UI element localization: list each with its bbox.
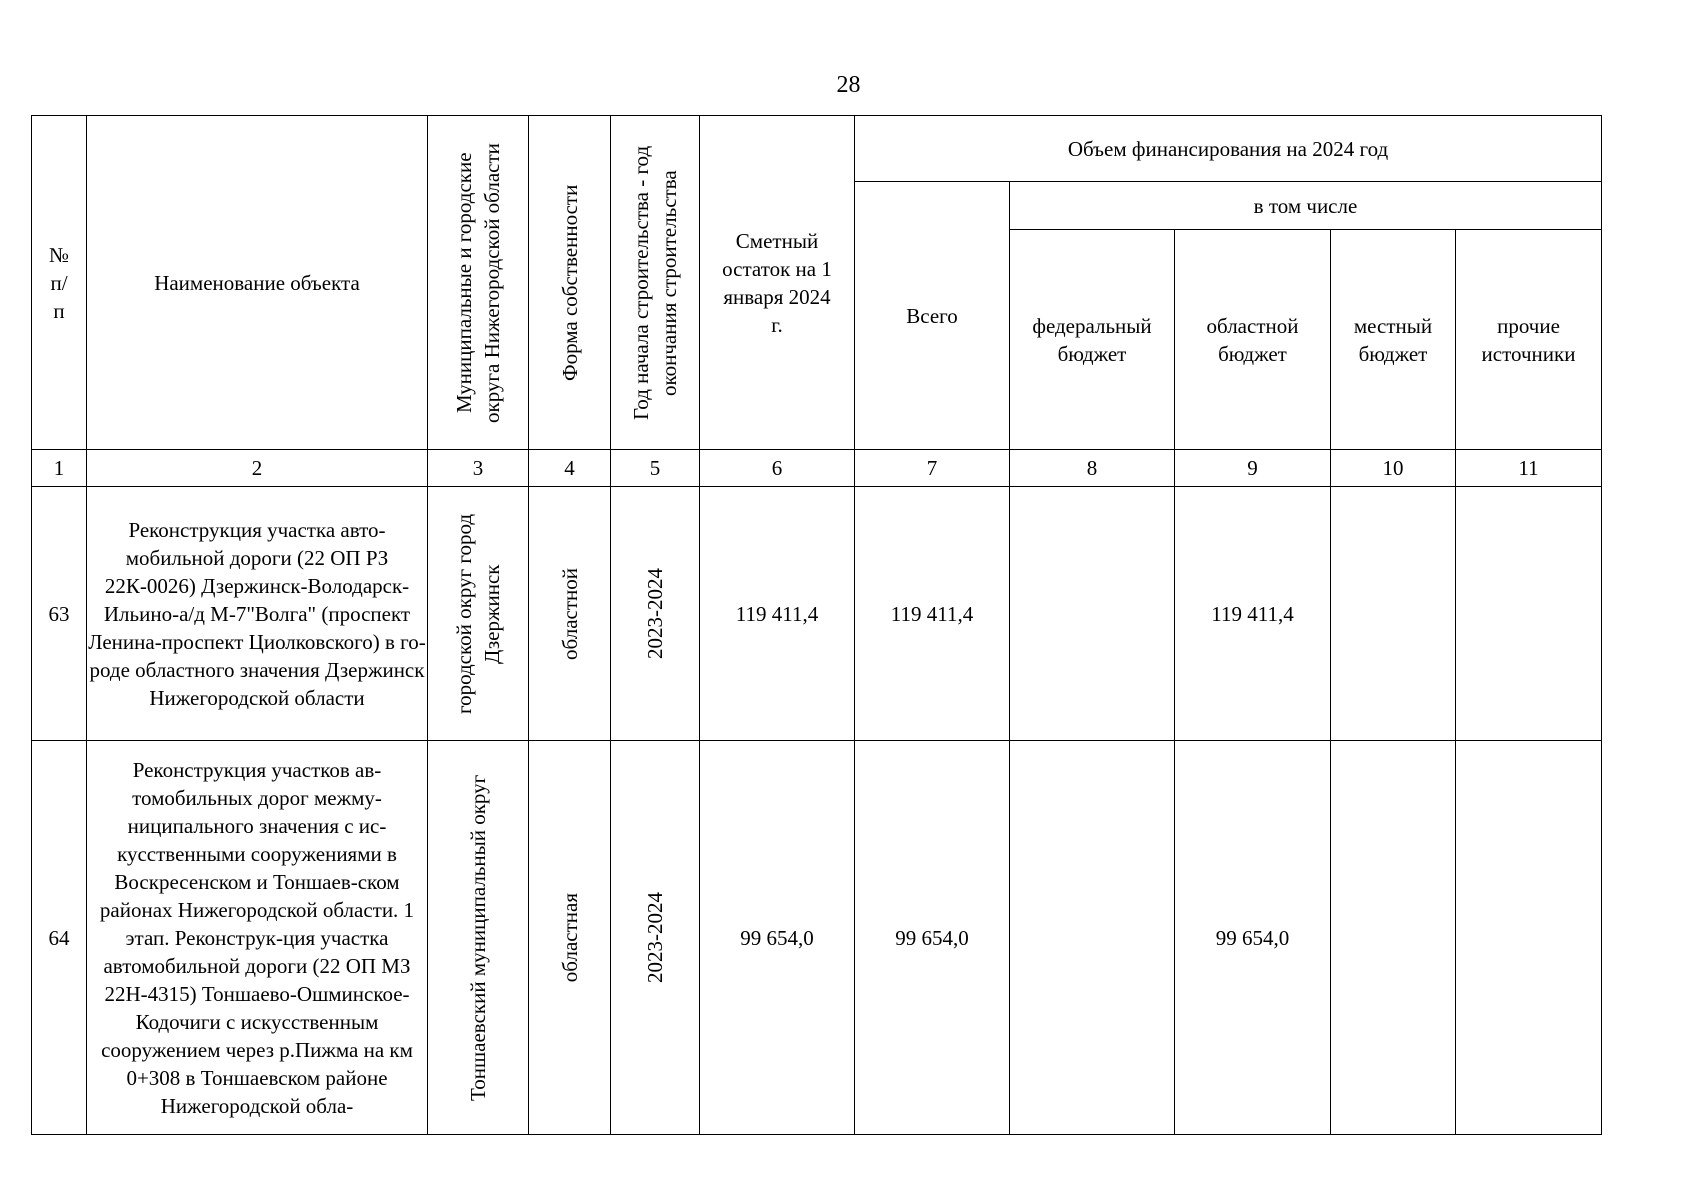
row-number: 64 (32, 741, 87, 1135)
other-cell (1456, 741, 1602, 1135)
years-cell: 2023-2024 (611, 741, 700, 1135)
page-number: 28 (836, 72, 861, 98)
financing-table (31, 115, 1602, 1135)
column-number: 9 (1175, 450, 1331, 487)
object-name: Реконструкция участков ав-томобильных дорог межму-ниципального значения с ис-кусственными сооружениями в Воскресенском и Тоншаев-ском районах Нижегородской области. 1 этап. Реконструк-ция участка автомобильной дороги (22 ОП МЗ 22Н-4315) Тоншаево-Ошминское-Кодочиги с искусственным сооружением через р.Пижма на км 0+308 в Тоншаевском районе Нижегородской обла- (87, 741, 428, 1135)
header-num: № п/ п (32, 116, 87, 450)
total-cell: 99 654,0 (855, 741, 1010, 1135)
column-number: 10 (1331, 450, 1456, 487)
ownership-cell: областная (529, 741, 611, 1135)
column-number: 11 (1456, 450, 1602, 487)
regional-cell: 119 411,4 (1175, 487, 1331, 741)
object-name: Реконструкция участка авто-мобильной дороги (22 ОП РЗ 22К-0026) Дзержинск-Володарск-Ильино-а/д М-7"Волга" (проспект Ленина-проспект Циолковского) в го-роде областного значения Дзержинск Нижегородской области (87, 487, 428, 741)
header-municipality: Муниципальные и городские округа Нижегородской области (428, 116, 529, 450)
local-cell (1331, 741, 1456, 1135)
column-number: 4 (529, 450, 611, 487)
estimate-cell: 99 654,0 (700, 741, 855, 1135)
federal-cell (1010, 487, 1175, 741)
column-number: 7 (855, 450, 1010, 487)
estimate-cell: 119 411,4 (700, 487, 855, 741)
column-number: 5 (611, 450, 700, 487)
header-including: в том числе (1010, 182, 1602, 230)
header-total: Всего (855, 182, 1010, 450)
years-cell: 2023-2024 (611, 487, 700, 741)
header-regional: областной бюджет (1175, 230, 1331, 450)
table-row (32, 741, 1602, 1135)
table-row (32, 487, 1602, 741)
header-other: прочие источники (1456, 230, 1602, 450)
column-number: 3 (428, 450, 529, 487)
header-local: местный бюджет (1331, 230, 1456, 450)
column-number: 1 (32, 450, 87, 487)
row-number: 63 (32, 487, 87, 741)
other-cell (1456, 487, 1602, 741)
header-ownership: Форма собственности (529, 116, 611, 450)
column-number: 8 (1010, 450, 1175, 487)
municipality-cell: Тоншаевский муниципальный округ (428, 741, 529, 1135)
header-name: Наименование объекта (87, 116, 428, 450)
total-cell: 119 411,4 (855, 487, 1010, 741)
regional-cell: 99 654,0 (1175, 741, 1331, 1135)
municipality-cell: городской округ город Дзержинск (428, 487, 529, 741)
column-number-row (32, 450, 1602, 487)
federal-cell (1010, 741, 1175, 1135)
ownership-cell: областной (529, 487, 611, 741)
header-financing: Объем финансирования на 2024 год (855, 116, 1602, 182)
column-number: 6 (700, 450, 855, 487)
column-number: 2 (87, 450, 428, 487)
header-estimate: Сметный остаток на 1 января 2024 г. (700, 116, 855, 450)
local-cell (1331, 487, 1456, 741)
header-federal: федеральный бюджет (1010, 230, 1175, 450)
header-years: Год начала строительства - год окончания строительства (611, 116, 700, 450)
